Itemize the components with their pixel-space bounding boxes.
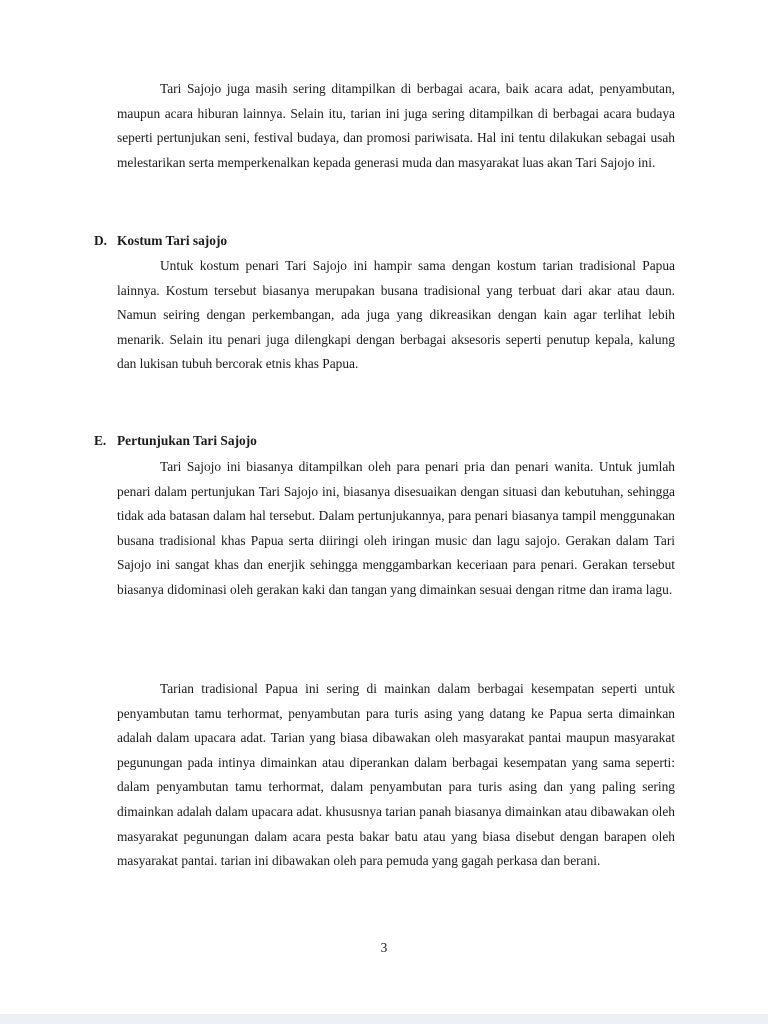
page-number: 3 — [380, 940, 388, 955]
section-d-letter: D. — [94, 233, 108, 248]
section-d-title: Kostum Tari sajojo — [117, 233, 228, 248]
section-e-paragraph-2: Tarian tradisional Papua ini sering di mainkan dalam berbagai kesempatan seperti untuk penyambutan tamu terhormat, penyambutan para turis asing yang datang ke Papua serta dimainkan adalah dalam upacara adat. Tarian yang biasa dibawakan oleh masyarakat pantai maupun masyarakat pegunungan pada intinya dimainkan atau diperankan dalam berbagai kesempatan yang sama seperti: dalam penyambutan tamu terhormat, dalam penyambutan para turis asing dan yang paling sering dimainkan adalah dalam upacara adat. khususnya tarian panah biasanya dimainkan atau dibawakan oleh masyarakat pegunungan dalam acara pesta bakar batu atau yang biasa disebut dengan barapen oleh masyarakat pantai. tarian ini dibawakan oleh para pemuda yang gagah perkasa dan berani. — [117, 681, 675, 869]
section-e-title: Pertunjukan Tari Sajojo — [117, 433, 257, 448]
viewer-bottom-band — [0, 1014, 768, 1024]
section-d-heading — [94, 231, 227, 251]
section-d-paragraph: Untuk kostum penari Tari Sajojo ini hampir sama dengan kostum tarian tradisional Papua lainnya. Kostum tersebut biasanya merupakan busana tradisional yang terbuat dari akar atau daun. Namun seiring dengan perkembangan, ada juga yang dikreasikan dengan kain agar terlihat lebih menarik. Selain itu penari juga dilengkapi dengan berbagai aksesoris seperti penutup kepala, kalung dan lukisan tubuh bercorak etnis khas Papua. — [117, 258, 675, 372]
section-e-heading — [94, 431, 257, 451]
intro-paragraph: Tari Sajojo juga masih sering ditampilkan di berbagai acara, baik acara adat, penyambutan, maupun acara hiburan lainnya. Selain itu, tarian ini juga sering ditampilkan di berbagai acara budaya seperti pertunjukan seni, festival budaya, dan promosi pariwisata. Hal ini tentu dilakukan sebagai usah melestarikan serta memperkenalkan kepada generasi muda dan masyarakat luas akan Tari Sajojo ini. — [117, 81, 675, 170]
section-e-letter: E. — [94, 433, 107, 448]
section-e-paragraph-1: Tari Sajojo ini biasanya ditampilkan oleh para penari pria dan penari wanita. Untuk jumlah penari dalam pertunjukan Tari Sajojo ini, biasanya disesuaikan dengan situasi dan kebutuhan, sehingga tidak ada batasan dalam hal tersebut. Dalam pertunjukannya, para penari biasanya tampil menggunakan busana tradisional khas Papua serta diiringi oleh iringan music dan lagu sajojo. Gerakan dalam Tari Sajojo ini sangat khas dan enerjik sehingga menggambarkan keceriaan para penari. Gerakan tersebut biasanya didominasi oleh gerakan kaki dan tangan yang dimainkan sesuai dengan ritme dan irama lagu. — [117, 459, 675, 597]
